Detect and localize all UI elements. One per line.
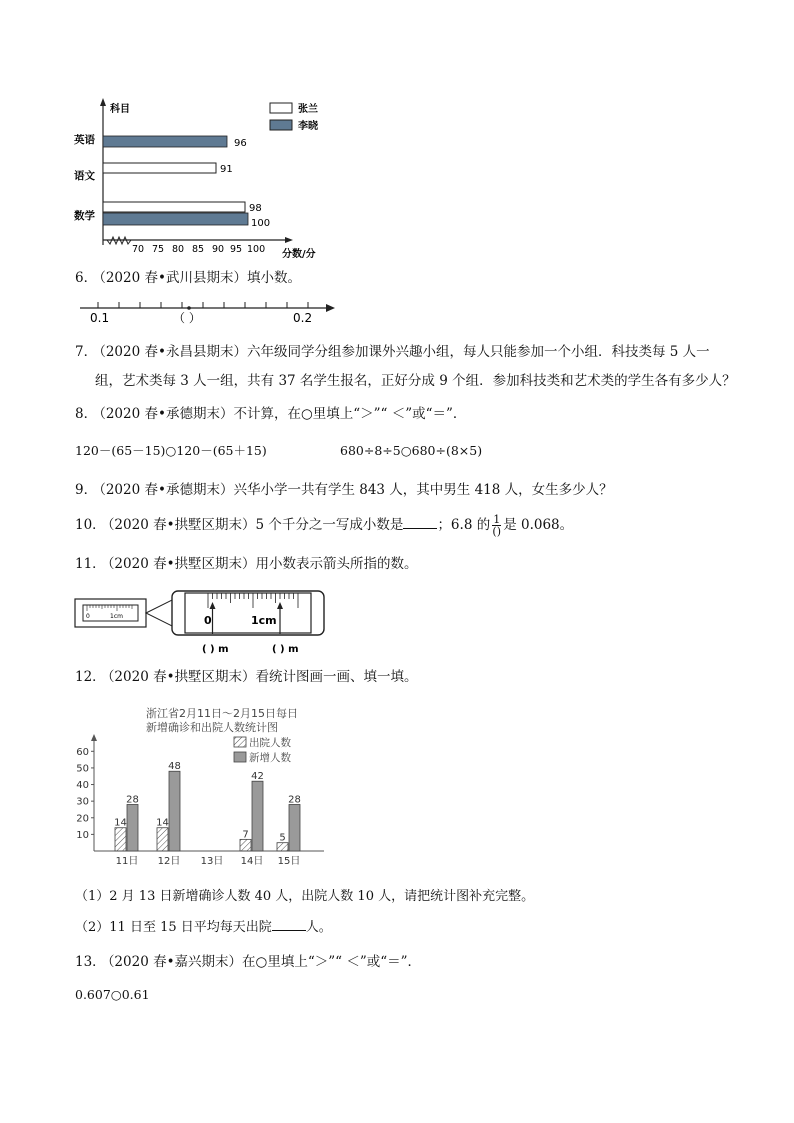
legend (270, 102, 318, 132)
data-label-discharged-5: 5 (279, 832, 286, 844)
bar-new-2 (169, 771, 180, 851)
question-12 (75, 664, 418, 690)
legend-swatch-new (234, 752, 246, 762)
question-text: （2020 春•拱墅区期末）用小数表示箭头所指的数。 (107, 556, 418, 572)
legend-label-zhanglan: 张兰 (298, 104, 318, 115)
question-text-line1: （2020 春•永昌县期末）六年级同学分组参加课外兴趣小组，每人只能参加一个小组．科技类每 5 人一 (99, 344, 710, 360)
data-label-new-5: 28 (288, 794, 301, 806)
question-number: 13． (75, 954, 106, 970)
bar-discharged-2 (157, 828, 168, 851)
bar-label-english: 96 (234, 138, 247, 149)
bar-new-4 (252, 781, 263, 851)
question-number: 6． (75, 270, 98, 286)
bar-discharged-5 (277, 843, 288, 851)
legend-swatch-lixiao (270, 120, 292, 130)
question-number: 7． (75, 344, 98, 360)
question-text-c: 是 0.068。 (503, 517, 574, 533)
number-line-label-end: 0.2 (293, 311, 313, 325)
y-tick-label-20: 20 (76, 813, 89, 825)
question-number: 8． (75, 406, 98, 422)
y-axis-arrow (100, 98, 106, 106)
x-tick-90: 90 (212, 244, 225, 255)
part-2-text-a: （2）11 日至 15 日平均每天出院 (75, 920, 272, 935)
y-tick-label-50: 50 (76, 763, 89, 775)
legend-label-discharged: 出院人数 (249, 737, 291, 749)
y-axis-label: 科目 (110, 104, 130, 115)
number-line (78, 298, 340, 328)
x-tick-80: 80 (172, 244, 185, 255)
x-tick-labels (132, 244, 265, 255)
question-7-line2 (95, 368, 736, 394)
question-text: （2020 春•承德期末）兴华小学一共有学生 843 人，其中男生 418 人，女生多少人？ (99, 482, 613, 498)
x-tick-85: 85 (192, 244, 205, 255)
question-12-part-1: （1）2 月 13 日新增确诊人数 40 人，出院人数 10 人，请把统计图补充完整。 (75, 889, 535, 904)
bar-math-lixiao (103, 213, 248, 225)
bar-new-1 (127, 804, 138, 851)
q13-expression[interactable]: 0.607○0.61 (75, 987, 150, 1002)
answer-blank[interactable] (272, 916, 306, 931)
question-number: 11． (75, 556, 106, 572)
x-tick-label-2: 12日 (157, 856, 181, 867)
question-10 (75, 512, 573, 538)
bar-discharged-1 (115, 828, 126, 851)
x-axis-label: 分数/分 (282, 249, 316, 260)
x-axis-arrow (285, 237, 293, 243)
question-text-b: ；6.8 的 (437, 517, 491, 533)
y-tick-label-30: 30 (76, 796, 89, 808)
y-tick-label-40: 40 (76, 780, 89, 792)
large-ruler-zero: 0 (204, 614, 212, 627)
question-number: 12． (75, 669, 106, 685)
x-tick-75: 75 (152, 244, 165, 255)
x-tick-label-3: 13日 (200, 856, 224, 867)
question-7 (75, 339, 710, 365)
q8-expression-2[interactable]: 680÷8÷5○680÷(8×5) (340, 443, 483, 458)
bar-english-lixiao (103, 136, 227, 147)
x-tick-95: 95 (230, 244, 243, 255)
category-english: 英语 (74, 134, 95, 146)
answer-blank[interactable] (403, 514, 437, 529)
legend-swatch-zhanglan (270, 103, 292, 113)
data-label-discharged-2: 14 (156, 817, 169, 829)
bar-math-zhanglan (103, 202, 245, 212)
legend-swatch-discharged (234, 737, 246, 747)
number-line-answer-paren[interactable]: （ ） (173, 311, 201, 325)
part-2-text-b: 人。 (305, 920, 332, 935)
legend-label-lixiao: 李晓 (298, 121, 318, 132)
question-number: 9． (75, 482, 98, 498)
legend (234, 736, 291, 764)
fraction (492, 514, 501, 537)
covid-bar-chart (72, 703, 352, 875)
legend-label-new: 新增人数 (249, 752, 291, 764)
question-6 (75, 265, 301, 291)
ruler-answer-1[interactable]: ( ) m (202, 644, 229, 655)
data-label-discharged-1: 14 (114, 817, 127, 829)
x-tick-70: 70 (132, 244, 145, 255)
y-tick-label-10: 10 (76, 829, 89, 841)
x-tick-100: 100 (247, 244, 266, 255)
x-tick-label-1: 11日 (115, 856, 139, 867)
y-tick-label-60: 60 (76, 746, 89, 758)
data-label-discharged-4: 7 (242, 829, 249, 841)
bar-chinese-zhanglan (103, 163, 216, 173)
question-11 (75, 551, 418, 577)
question-text: （2020 春•武川县期末）填小数。 (99, 270, 301, 286)
question-text-a: （2020 春•拱墅区期末）5 个千分之一写成小数是 (107, 517, 404, 533)
bar-label-math-lixiao: 100 (251, 218, 271, 229)
chart-title-line1: 浙江省2月11日～2月15日每日 (146, 707, 298, 720)
q8-expression-1[interactable]: 120－(65－15)○120－(65＋15) (75, 443, 267, 458)
bar-discharged-4 (240, 839, 251, 851)
question-text: （2020 春•嘉兴期末）在○里填上“＞”“ ＜”或“＝”． (107, 954, 422, 970)
bar-new-5 (289, 804, 300, 851)
fraction-denominator[interactable]: () (492, 525, 501, 538)
question-number: 10． (75, 517, 106, 533)
number-line-point (187, 306, 191, 310)
question-text: （2020 春•拱墅区期末）看统计图画一画、填一填。 (107, 669, 418, 685)
question-text: （2020 春•承德期末）不计算，在○里填上“＞”“ ＜”或“＝”． (99, 406, 467, 422)
data-label-new-2: 48 (168, 761, 181, 773)
question-8 (75, 401, 466, 427)
number-line-arrow (326, 304, 335, 312)
x-tick-label-4: 14日 (240, 856, 264, 867)
chart-title-line2: 新增确诊和出院人数统计图 (146, 721, 278, 734)
number-line-label-start: 0.1 (90, 311, 110, 325)
fraction-numerator: 1 (493, 513, 501, 526)
callout-pointer (146, 600, 172, 626)
large-ruler (185, 593, 311, 633)
question-text-line2: 组，艺术类每 3 人一组，共有 37 名学生报名，正好分成 9 个组．参加科技类和艺术类的学生各有多少人？ (95, 373, 736, 389)
bar-label-math-zhanglan: 98 (249, 203, 262, 214)
data-label-new-1: 28 (126, 794, 139, 806)
x-tick-label-5: 15日 (277, 856, 301, 867)
small-ruler-cm: 1cm (110, 613, 123, 620)
data-label-new-4: 42 (251, 771, 264, 783)
question-12-part-2 (75, 915, 332, 941)
bar-label-chinese: 91 (220, 164, 233, 175)
large-ruler-cm: 1cm (251, 614, 277, 627)
category-chinese: 语文 (74, 170, 95, 182)
y-axis-arrow (91, 734, 97, 741)
question-13 (75, 949, 421, 975)
score-bar-chart (70, 95, 340, 260)
question-9 (75, 477, 613, 503)
category-math: 数学 (74, 210, 95, 222)
small-ruler-zero: 0 (86, 613, 90, 620)
ruler-answer-2[interactable]: ( ) m (272, 644, 299, 655)
ruler-figure (74, 586, 334, 656)
